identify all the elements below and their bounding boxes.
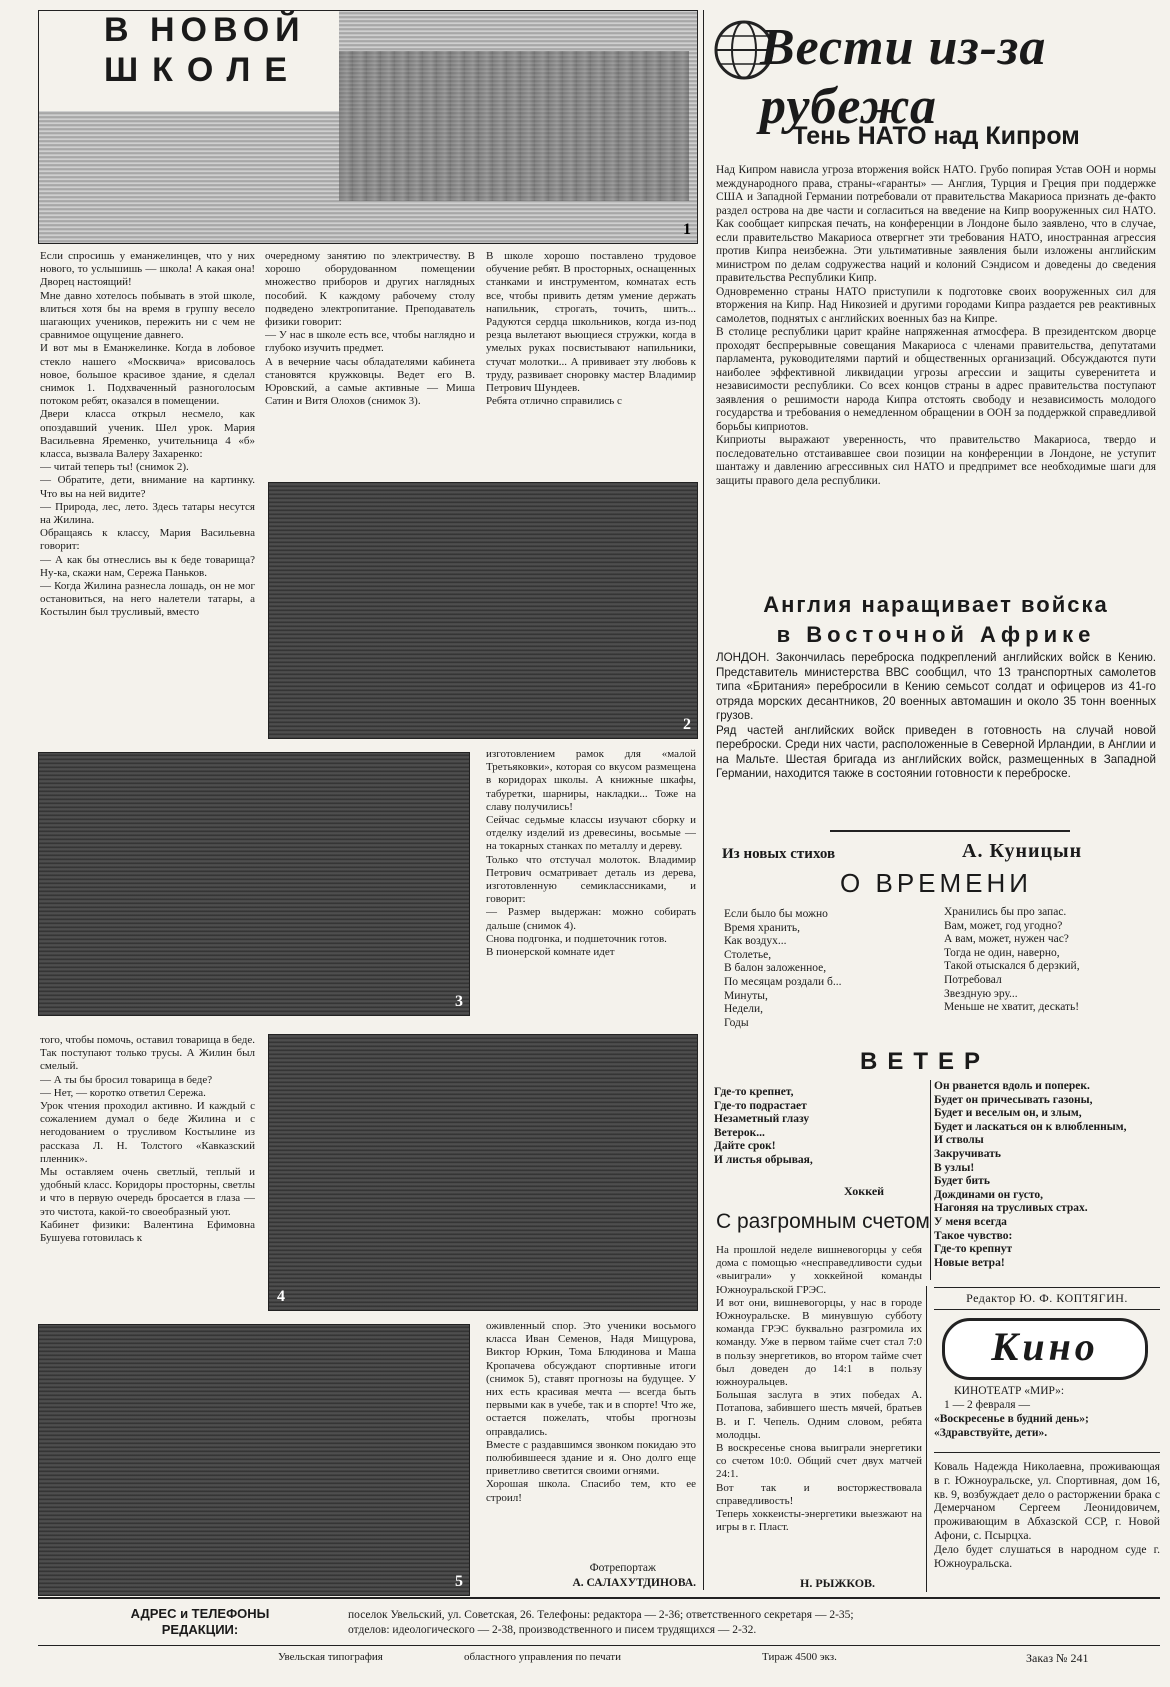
- poems-author: А. Куницын: [962, 840, 1083, 862]
- photo-number: 1: [683, 221, 691, 238]
- photo-number: 3: [455, 993, 463, 1010]
- england-headline-line1: Англия наращивает войска: [763, 592, 1109, 617]
- poem1-title: О ВРЕМЕНИ: [840, 868, 1032, 898]
- hockey-author: Н. РЫЖКОВ.: [800, 1576, 876, 1590]
- cinema-listing: [934, 1384, 1160, 1440]
- hockey-rubric: Хоккей: [844, 1184, 885, 1198]
- photo-number: 4: [277, 1288, 285, 1305]
- england-body: ЛОНДОН. Закончилась переброска подкреплений английских войск в Кению. Представитель министерства ВВС сообщил, что 13 транспортных самолетов типа «Британия» перебросили в Кению семьсот солдат и офицеров из 41-го отряда морских десантников, 20 военных автомашин и около 35 тонн военных грузов. Ряд частей английских войск приведен в готовность на случай новой переброски. Среди них части, расположенные в Северной Ирландии, в Англии и на Мальте. Шестая бригада из английских войск, размещенных в Западной Германии, находится также в состоянии готовности к переброске.: [716, 651, 1156, 780]
- column-divider: [703, 10, 704, 1590]
- footer-order: Заказ № 241: [1026, 1651, 1089, 1665]
- divorce-notice: Коваль Надежда Николаевна, проживающая в г. Южноуральске, ул. Спортивная, дом 16, кв. 9, возбуждает дело о расторжении брака с Демерчаном Сергеем Леонидовичем, проживающим в Абхазской ССР, г. Новой Афони, с. Псырцха. Дело будет слушаться в народном суде г. Южноуральска.: [934, 1460, 1160, 1570]
- poem1-left: Если было бы можно Время хранить, Как воздух... Столетье, В балон заложенное, По месяцам роздали б... Минуты, Недели, Годы: [724, 908, 842, 1029]
- abroad-headline: Тень НАТО над Кипром: [792, 122, 1080, 150]
- school-col23-mid: изготовлением рамок для «малой Третьяковки», которая со вкусом размещена в коридорах школы. А книжные шкафы, табуретки, шарниры, накладки... Тоже на славу получились! Сейчас седьмые классы изучают сборку и отделку изделий из древесины, восьмые — на токарных станках по металлу и дереву. Только что отстучал молоток. Владимир Петрович осматривает деталь из дерева, изготовленную семиклассниками, и говорит: — Размер выдержан: можно собирать дальше (снимок 4). Снова подгонка, и подшеточник готов. В пионерской комнате идет: [486, 748, 696, 959]
- address-label-line2: РЕДАКЦИИ:: [161, 1622, 239, 1637]
- address-line1: поселок Увельский, ул. Советская, 26. Телефоны: редактора — 2-36; ответственного секретаря — 2-35;: [348, 1609, 854, 1621]
- poem2-right: Он рванется вдоль и поперек. Будет он причесывать газоны, Будет и веселым он, и злым, Будет и ласкаться он к влюбленным, И стволы Закручивать В узлы! Будет бить Дождинами он густо, Нагоняя на трусливых страх. У меня всегда Такое чувство: Где-то крепнут Новые ветра!: [934, 1080, 1127, 1269]
- footer-printer2: областного управления по печати: [464, 1651, 621, 1663]
- school-title-line2: ШКОЛЕ: [104, 51, 302, 89]
- poem2-left: Где-то крепнет, Где-то подрастает Незаметный глазу Ветерок... Дайте срок! И листья обрывая,: [714, 1086, 813, 1166]
- poems-rubric: Из новых стихов: [722, 846, 836, 862]
- photo-number: 5: [455, 1573, 463, 1590]
- footer-address: [348, 1608, 1048, 1638]
- hockey-headline: С разгромным счетом: [716, 1210, 930, 1233]
- address-line2: отделов: идеологического — 2-38, производственного и писем трудящихся — 2-32.: [348, 1624, 757, 1636]
- abroad-rubric: Вести из-за рубежа: [760, 19, 1047, 135]
- divider: [934, 1309, 1160, 1310]
- footer-printer: Увельская типография: [278, 1651, 383, 1663]
- divider: [830, 830, 1070, 832]
- cinema-logo: [942, 1318, 1148, 1380]
- address-label-line1: АДРЕС и ТЕЛЕФОНЫ: [130, 1606, 270, 1621]
- footer-circulation: Тираж 4500 экз.: [762, 1651, 837, 1663]
- footer-address-label: [100, 1606, 300, 1638]
- divider: [930, 1080, 931, 1280]
- editor-line: Редактор Ю. Ф. КОПТЯГИН.: [966, 1291, 1128, 1305]
- school-col3-top: В школе хорошо поставлено трудовое обучение ребят. В просторных, оснащенных станками и инструментом, комнатах есть все, чтобы привить детям умение держать напильник, строгать, точить, шить... Радуются сердца школьников, когда из-под резца вылетают вьющиеся стружки, когда в умелых руках посвистывают напильники, стучат молотки... А прививает эту любовь к труду, развивает сноровку мастер Владимир Петрович Шундеев. Ребята отлично справились с: [486, 250, 696, 408]
- school-col1-bottom: того, чтобы помочь, оставил товарища в беде. Так поступают только трусы. А Жилин был смелый. — А ты бы бросил товарища в беде? — Нет, — коротко ответил Сережа. Урок чтения проходил активно. И каждый с сожалением думал о беде Жилина и с негодованием о трусливом Костылине из рассказа Л. Н. Толстого «Кавказский пленник». Мы оставляем очень светлый, теплый и удобный класс. Коридоры просторны, светлы и что в первую очередь бросается в глаза — это чистота, какой-то своеобразный уют. Кабинет физики: Валентина Ефимовна Бушуева готовилась к: [40, 1034, 255, 1245]
- footer-rule: [38, 1597, 1160, 1599]
- school-byline: [486, 1561, 696, 1591]
- hockey-body: На прошлой неделе вишневогорцы у себя дома с помощью «несправедливости судьи «выиграли» у хоккейной команды Южноуральской ГРЭС. И вот они, вишневогорцы, у нас в городе Южноуральске. В минувшую субботу команда ГРЭС буквально разгромила их команду. Уже в первом тайме счет стал 7:0 в пользу энергетиков, во втором тайме счет был доведен до 14:1 в пользу южноуральцев. Большая заслуга в этих победах А. Потапова, забившего шесть мячей, братьев В. и Г. Чепель. Одним словом, ребята молодцы. В воскресенье снова выиграли энергетики со счетом 10:0. Общий счет двух матчей 24:1. Вот так и восторжествовала справедливость! Теперь хоккеисты-энергетики выезжают на игры в г. Пласт.: [716, 1244, 922, 1534]
- school-title-line1: В НОВОЙ: [104, 11, 306, 49]
- photo-number: 2: [683, 716, 691, 733]
- cinema-theatre: КИНОТЕАТР «МИР»:: [954, 1385, 1065, 1397]
- divider: [926, 1286, 927, 1592]
- england-headline-line2: в Восточной Африке: [776, 622, 1096, 647]
- divider: [934, 1452, 1160, 1453]
- school-col3-bottom: оживленный спор. Это ученики восьмого класса Иван Семенов, Надя Мищурова, Виктор Юркин, Тома Блюдинова и Маша Кропачева обсуждают спортивные итоги (снимок 5), ставят прогнозы на будущее. У них есть красивая мечта — всегда быть первыми как в учебе, так и в спорте! Что же, остается пожелать, чтобы прогнозы оправдались. Вместе с раздавшимся звонком покидаю это полюбившееся здание и я. Оно долго еще приветливо светится своими огнями. Хорошая школа. Спасибо тем, кто ее строил!: [486, 1320, 696, 1504]
- workshop-photo: [268, 1034, 698, 1311]
- classroom-photo: [268, 482, 698, 739]
- school-col2-top: очередному занятию по электричеству. В хорошо оборудованном помещении множество приборов и других наглядных пособий. К каждому рабочему столу подведено электропитание. Преподаватель физики говорит: — У нас в школе есть все, чтобы наглядно и глубоко изучить предмет. А в вечерние часы обладателями кабинета становятся кружковцы. Ведет его В. Юровский, а самые активные — Миша Сатин и Витя Олохов (снимок 3).: [265, 250, 475, 408]
- pioneer-room-photo: [38, 1324, 470, 1596]
- cinema-films: «Воскресенье в будний день»; «Здравствуйте, дети».: [934, 1413, 1089, 1439]
- school-col1-top: Если спросишь у еманжелинцев, что у них нового, то услышишь — школа! А какая она! Дворец настоящий! Мне давно хотелось побывать в этой школе, влиться хотя бы на время в группу весело шагающих учеников, пережить ни с чем не сравнимое ощущение давнего. И вот мы в Еманжелинке. Когда в лобовое стекло нашего «Москвича» врисовалось новое, большое красивое здание, я сделал снимок 1. Подхваченный разноголосым потоком ребят, оказался в помещении. Двери класса открыл несмело, как опоздавший ученик. Шел урок. Мария Васильевна Яременко, учительница 4 «б» класса, вызвала Валеру Захаренко: — читай теперь ты! (снимок 2). — Обратите, дети, внимание на картинку. Что вы на ней видите? — Природа, лес, лето. Здесь татары несутся на Жилина. Обращаясь к классу, Мария Васильевна говорит: — А как бы отнеслись вы к беде товарища? Ну-ка, скажи нам, Сережа Паньков. — Когда Жилина разнесла лошадь, он не мог остановиться, на него налетели татары, а Костылин был трусливый, вместо: [40, 250, 255, 619]
- footer-rule: [38, 1645, 1160, 1646]
- byline-role: Фотрепортаж: [589, 1562, 656, 1574]
- poem1-right: Хранились бы про запас. Вам, может, год угодно? А вам, может, нужен час? Тогда не один, наверно, Такой отыскался б дерзкий, Потребовал Звездную эру... Меньше не хватит, дескать!: [944, 906, 1080, 1014]
- cinema-dates: 1 — 2 февраля —: [944, 1399, 1030, 1411]
- cinema-logo-text: Кино: [991, 1324, 1099, 1369]
- divider: [934, 1287, 1160, 1288]
- byline-name: А. САЛАХУТДИНОВА.: [572, 1577, 696, 1589]
- school-title: [104, 10, 306, 90]
- abroad-body: Над Кипром нависла угроза вторжения войск НАТО. Грубо попирая Устав ООН и нормы международного права, страны-«гаранты» — Англия, Турция и Греция при поддержке США и Западной Германии потребовали от правительства Макариоса признать де-факто раздел острова на две части и согласиться на введение на Кипр вооруженных сил НАТО. Как сообщает кипрская печать, на конференции в Лондоне было заявлено, что в случае, если правительство Макариоса отвергнет эти требования НАТО, иностранная агрессия против Кипра неизбежна. Эти ультимативные заявления были изложены английским министром по делам содружества наций и колоний Сэндисом и доведены до сведения правительства Республики Кипр. Одновременно страны НАТО приступили к подготовке своих вооруженных сил для вторжения на Кипр. Над Никозией и другими городами Кипра раздается рев реактивных самолетов, поднятых с английских военных баз на Кипре. В столице республики царит крайне напряженная атмосфера. В президентском дворце проходят беспрерывные совещания Макариоса с членами правительства, депутатами парламента, руководителями партий и общественных организаций. Обсуждаются пути наиболее эффективной ликвидации угрозы агрессии и защиты суверенитета и независимости республики. Со всех концов страны в адрес правительства поступают заявления о решимости народа Кипра отстоять свободу и независимость молодого государства и требования о немедленном обращении в ООН за поддержкой справедливой борьбы киприотов. Киприоты выражают уверенность, что правительство Макариоса, твердо и последовательно отстаивавшее свои позиции на конференции в Лондоне, не уступит шантажу и давлению агрессивных сил НАТО и предпримет все необходимые шаги для защиты правого дела республики.: [716, 164, 1156, 487]
- physics-photo: [38, 752, 470, 1016]
- england-headline: [716, 590, 1156, 650]
- poem2-title: ВЕТЕР: [860, 1048, 991, 1075]
